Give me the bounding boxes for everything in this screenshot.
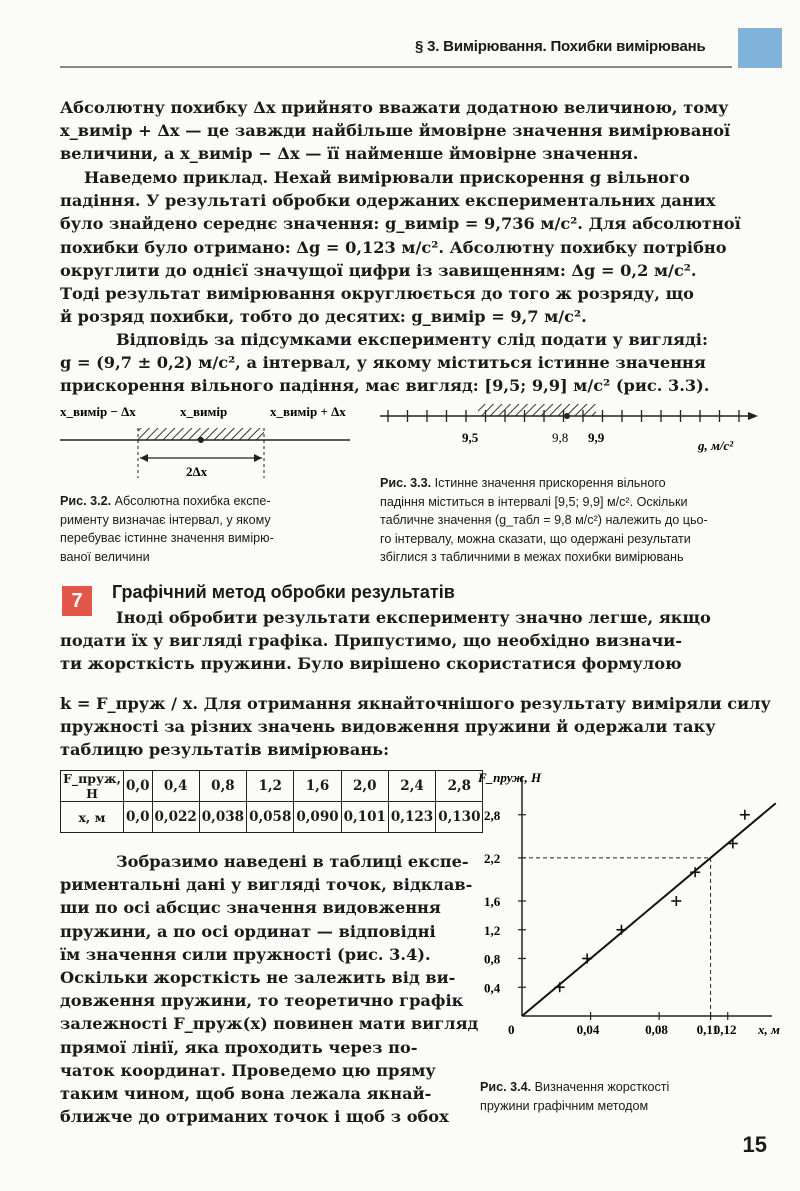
data-point	[671, 896, 681, 906]
data-point	[555, 982, 565, 992]
caption-line: збіглися з табличними в межах похибки вимірювань	[380, 550, 684, 564]
text-line: Зобразимо наведені в таблиці експе-	[116, 852, 469, 871]
text-line: Іноді обробити результати експерименту значно легше, якщо	[116, 608, 711, 627]
paragraph-example	[60, 166, 741, 328]
text-line: падіння. У результаті обробки одержаних експериментальних даних	[60, 191, 716, 211]
table-cell: 1,6	[294, 771, 341, 802]
caption-line: Істинне значення прискорення вільного	[434, 476, 666, 490]
text-line: прискорення вільного падіння, має вигляд: [9,5; 9,9] м/с² (рис. 3.3).	[60, 376, 710, 396]
table-cell: 2,0	[341, 771, 388, 802]
table-cell: 0,090	[294, 802, 341, 833]
text-line: риментальні дані у вигляді точок, відклав-	[60, 875, 473, 895]
text-line: x_вимір + Δx — це завжди найбільше ймовірне значення вимірюваної	[60, 121, 731, 141]
caption-line: го інтервалу, можна сказати, що одержані результати	[380, 531, 691, 546]
fig34-caption	[480, 1078, 740, 1115]
measurement-table	[60, 770, 483, 833]
caption-line: табличне значення (g_табл = 9,8 м/с²) належить до цьо-	[380, 513, 708, 527]
figure-3-3	[380, 398, 760, 468]
fig32-caption	[60, 492, 350, 566]
caption-line: ваної величини	[60, 549, 150, 564]
text-line: Тоді результат вимірювання округлюється до того ж розряду, що	[60, 284, 694, 304]
paragraph-formula	[60, 692, 771, 762]
fig33-axis-arrow	[748, 412, 758, 420]
text-line: округлити до однієї значущої цифри із завищенням: Δg = 0,2 м/с².	[60, 260, 697, 280]
figure-3-4-chart	[470, 768, 790, 1068]
chart-axes	[477, 770, 780, 1037]
fig32-caption-title: Рис. 3.2.	[60, 494, 112, 508]
caption-line: перебуває істинне значення вимірю-	[60, 531, 274, 545]
fig33-caption	[380, 474, 780, 567]
section-number-badge: 7	[62, 586, 92, 616]
y-tick-label: 1,6	[484, 894, 501, 909]
fig33-tick-99: 9,9	[588, 430, 605, 445]
paragraph-plot-description	[60, 850, 479, 1128]
y-axis-label: F_пруж, Н	[478, 770, 542, 785]
table-cell: 0,4	[152, 771, 199, 802]
text-line: чаток координат. Проведемо цю пряму	[60, 1060, 436, 1080]
text-line: пружності за різних значень видовження пружини й одержали таку	[60, 717, 716, 737]
text-line: Оскільки жорсткість не залежить від ви-	[60, 968, 456, 988]
table-cell: 0,0	[124, 771, 153, 802]
text-line: k = F_пруж / x. Для отримання якнайточнішого результату виміряли силу	[60, 694, 771, 713]
text-line: пружини, а по осі ординат — відповідні	[60, 921, 436, 941]
table-row	[61, 802, 483, 833]
fig34-caption-title: Рис. 3.4.	[480, 1080, 532, 1094]
caption-line: рименту визначає інтервал, у якому	[60, 512, 271, 527]
x-tick-label: 0	[508, 1022, 515, 1037]
text-line: Абсолютну похибку Δx прийнято вважати додатною величиною, тому	[60, 98, 729, 117]
text-line: ши по осі абсцис значення видовження	[60, 898, 441, 918]
x-tick-label: 0,11	[696, 1022, 719, 1037]
fig33-table-value-point	[564, 413, 570, 419]
text-line: їм значення сили пружності (рис. 3.4).	[60, 944, 431, 964]
paragraph-absolute-error	[60, 96, 731, 166]
table-cell: 0,0	[124, 802, 153, 833]
table-cell: 0,8	[199, 771, 246, 802]
table-header-extension: x, м	[61, 802, 124, 833]
data-point	[582, 954, 592, 964]
text-line: похибки було отримано: Δg = 0,123 м/с². Абсолютну похибку потрібно	[60, 237, 727, 257]
text-line: величини, а x_вимір − Δx — її найменше ймовірне значення.	[60, 144, 639, 164]
fig33-caption-title: Рис. 3.3.	[380, 476, 432, 490]
text-line: Відповідь за підсумками експерименту слід подати у вигляді:	[116, 330, 708, 349]
paragraph-answer	[60, 328, 710, 398]
fig32-center-point	[198, 437, 204, 443]
table-cell: 0,058	[247, 802, 294, 833]
running-header: § 3. Вимірювання. Похибки вимірювань	[415, 38, 706, 55]
chart-marks	[522, 803, 776, 1016]
table-cell: 0,130	[436, 802, 483, 833]
fig33-axis-label: g, м/с²	[698, 438, 734, 453]
fig33-hatched-interval	[478, 404, 596, 416]
fig32-right-label: x_вимір + Δx	[270, 404, 346, 419]
text-line: Наведемо приклад. Нехай вимірювали прискорення g вільного	[84, 168, 690, 187]
table-cell: 0,123	[388, 802, 435, 833]
x-tick-label: 0,08	[645, 1022, 668, 1037]
data-point	[740, 810, 750, 820]
text-line: ближче до отриманих точок і щоб з обох	[60, 1107, 449, 1127]
x-axis-label: x, м	[758, 1022, 780, 1037]
text-line: ти жорсткість пружини. Було вирішено скористатися формулою	[60, 654, 682, 674]
table-cell: 0,022	[152, 802, 199, 833]
text-line: залежності F_пруж(x) повинен мати вигляд	[60, 1014, 479, 1034]
text-line: g = (9,7 ± 0,2) м/с², а інтервал, у якому міститься істинне значення	[60, 353, 706, 373]
text-line: довження пружини, то теоретично графік	[60, 991, 464, 1011]
table-cell: 2,4	[388, 771, 435, 802]
fig32-width-label: 2Δx	[186, 464, 208, 479]
data-point	[616, 925, 626, 935]
text-line: й розряд похибки, тобто до десятих: g_вимір = 9,7 м/с².	[60, 307, 587, 327]
fig32-arrow-left-head	[140, 454, 148, 462]
table-cell: 0,038	[199, 802, 246, 833]
y-tick-label: 2,8	[484, 807, 501, 823]
chapter-tab	[738, 28, 782, 68]
paragraph-graph-method	[60, 606, 711, 676]
header-rule	[60, 66, 732, 68]
fig33-tick-95: 9,5	[462, 430, 479, 445]
y-tick-label: 0,8	[484, 951, 501, 967]
fig33-tick-98: 9,8	[552, 430, 569, 445]
fig32-arrow-right-head	[254, 454, 262, 462]
text-line: таблицю результатів вимірювань:	[60, 740, 390, 760]
fig32-left-label: x_вимір − Δx	[60, 404, 136, 419]
table-cell: 0,101	[341, 802, 388, 833]
data-point	[728, 839, 738, 849]
table-cell: 1,2	[247, 771, 294, 802]
x-tick-label: 0,04	[576, 1022, 600, 1037]
text-line: прямої лінії, яка проходить через по-	[60, 1037, 418, 1057]
y-tick-label: 0,4	[484, 980, 501, 996]
y-tick-label: 1,2	[484, 922, 501, 938]
caption-line: падіння міститься в інтервалі [9,5; 9,9] м/с². Оскільки	[380, 494, 688, 509]
page-number: 15	[742, 1132, 767, 1157]
x-tick-label: 0,12	[713, 1022, 737, 1037]
text-line: подати їх у вигляді графіка. Припустимо, що необхідно визначи-	[60, 631, 682, 651]
table-row	[61, 771, 483, 802]
caption-line: Визначення жорсткості	[534, 1080, 670, 1094]
figure-3-2	[60, 398, 350, 484]
section-title: Графічний метод обробки результатів	[112, 582, 455, 602]
text-line: було знайдено середнє значення: g_вимір = 9,736 м/с². Для абсолютної	[60, 214, 741, 234]
y-tick-label: 2,2	[484, 850, 501, 866]
table-header-force: F_пруж, Н	[61, 771, 124, 802]
text-line: таким чином, щоб вона лежала якнай-	[60, 1084, 432, 1104]
caption-line: Абсолютна похибка експе-	[114, 494, 271, 508]
fig32-mid-label: x_вимір	[180, 404, 228, 419]
table-cell: 2,8	[436, 771, 483, 802]
caption-line: пружини графічним методом	[480, 1098, 649, 1113]
